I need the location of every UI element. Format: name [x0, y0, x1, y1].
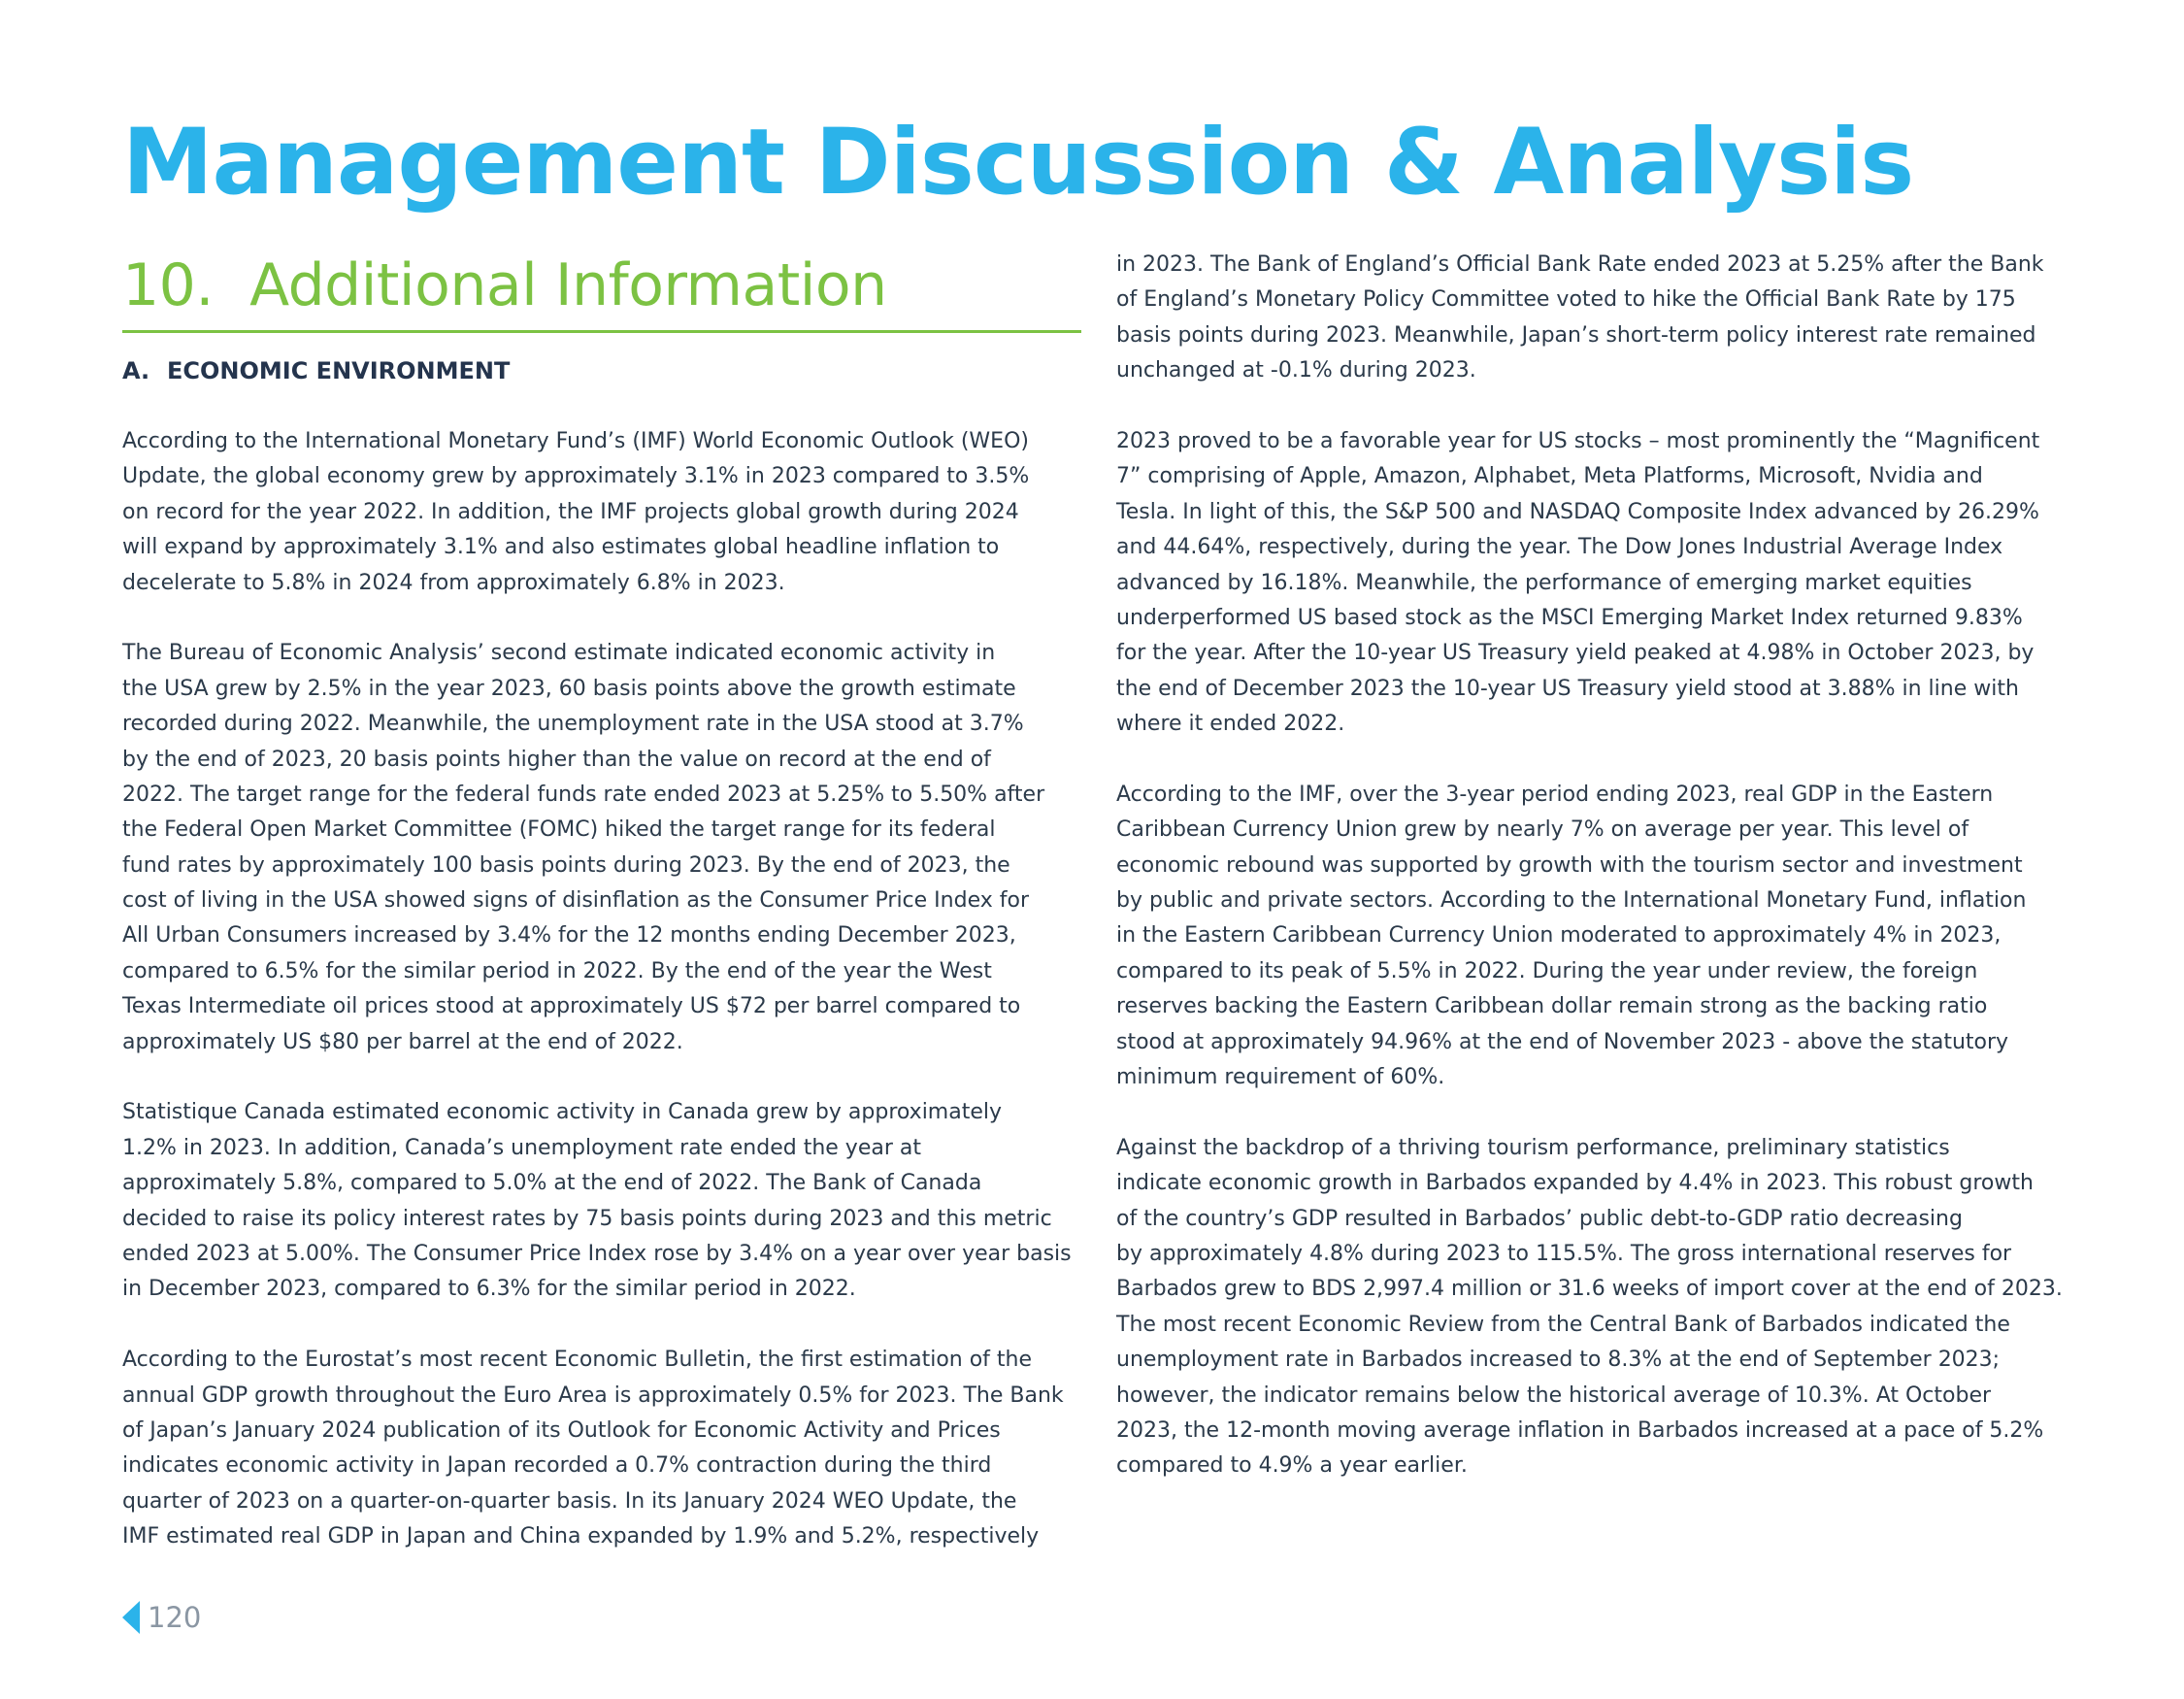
text-line: Caribbean Currency Union grew by nearly 7% on average per year. This level of [1116, 817, 1969, 843]
text-line: recorded during 2022. Meanwhile, the unemployment rate in the USA stood at 3.7% [122, 712, 1024, 737]
text-line: IMF estimated real GDP in Japan and China expanded by 1.9% and 5.2%, respectively [122, 1524, 1040, 1549]
text-line: According to the IMF, over the 3-year period ending 2023, real GDP in the Eastern [1116, 782, 1994, 807]
text-line: the end of December 2023 the 10-year US Treasury yield stood at 3.88% in line with [1116, 676, 2019, 701]
body-paragraph [1116, 248, 2063, 389]
section-number: 10. [122, 251, 214, 319]
text-line: minimum requirement of 60%. [1116, 1064, 1445, 1089]
text-line: approximately 5.8%, compared to 5.0% at the end of 2022. The Bank of Canada [122, 1171, 982, 1196]
text-line: stood at approximately 94.96% at the end of November 2023 - above the statutory [1116, 1029, 2009, 1054]
text-line: 2022. The target range for the federal funds rate ended 2023 at 5.25% to 5.50% after [122, 782, 1045, 807]
text-line: in 2023. The Bank of England’s Official Bank Rate ended 2023 at 5.25% after the Bank [1116, 252, 2044, 277]
text-line: quarter of 2023 on a quarter-on-quarter basis. In its January 2024 WEO Update, the [122, 1488, 1017, 1514]
section-divider [122, 330, 1081, 333]
text-line: underperformed US based stock as the MSCI Emerging Market Index returned 9.83% [1116, 605, 2023, 630]
text-line: According to the International Monetary Fund’s (IMF) World Economic Outlook (WEO) [122, 429, 1029, 453]
text-line: cost of living in the USA showed signs of disinflation as the Consumer Price Index for [122, 888, 1029, 914]
text-line: by the end of 2023, 20 basis points higher than the value on record at the end of [122, 747, 991, 772]
text-line: decelerate to 5.8% in 2024 from approximately 6.8% in 2023. [122, 570, 785, 595]
text-line: however, the indicator remains below the historical average of 10.3%. At October [1116, 1383, 1992, 1408]
text-line: fund rates by approximately 100 basis points during 2023. By the end of 2023, the [122, 852, 1010, 878]
text-line: will expand by approximately 3.1% and also estimates global headline inflation to [122, 535, 1000, 560]
text-line: indicate economic growth in Barbados expanded by 4.4% in 2023. This robust growth [1116, 1171, 2034, 1196]
text-line: Tesla. In light of this, the S&P 500 and NASDAQ Composite Index advanced by 26.29% [1116, 499, 2039, 524]
right-text-column [1116, 248, 2063, 1519]
text-line: Statistique Canada estimated economic activity in Canada grew by approximately [122, 1100, 1003, 1125]
page-number: 120 [148, 1601, 202, 1634]
text-line: for the year. After the 10-year US Treasury yield peaked at 4.98% in October 2023, by [1116, 641, 2035, 666]
text-line: economic rebound was supported by growth with the tourism sector and investment [1116, 852, 2023, 878]
body-paragraph [122, 1095, 1072, 1307]
text-line: 1.2% in 2023. In addition, Canada’s unemployment rate ended the year at [122, 1135, 921, 1160]
body-paragraph [1116, 424, 2063, 743]
text-line: compared to 6.5% for the similar period in 2022. By the end of the year the West [122, 958, 992, 983]
body-paragraph [122, 424, 1072, 601]
text-line: by approximately 4.8% during 2023 to 115.5%. The gross international reserves for [1116, 1241, 2012, 1266]
text-line: in the Eastern Caribbean Currency Union moderated to approximately 4% in 2023, [1116, 923, 2002, 949]
text-line: 2023, the 12-month moving average inflation in Barbados increased at a pace of 5.2% [1116, 1417, 2044, 1443]
text-line: of England’s Monetary Policy Committee voted to hike the Official Bank Rate by 175 [1116, 287, 2016, 313]
text-line: approximately US $80 per barrel at the end of 2022. [122, 1029, 683, 1054]
subsection-title: ECONOMIC ENVIRONMENT [167, 357, 511, 384]
text-line: in December 2023, compared to 6.3% for the similar period in 2022. [122, 1277, 856, 1302]
text-line: Texas Intermediate oil prices stood at approximately US $72 per barrel compared to [122, 994, 1021, 1019]
text-line: Update, the global economy grew by approximately 3.1% in 2023 compared to 3.5% [122, 464, 1030, 489]
text-line: advanced by 16.18%. Meanwhile, the performance of emerging market equities [1116, 570, 1972, 595]
text-line: the USA grew by 2.5% in the year 2023, 60 basis points above the growth estimate [122, 676, 1016, 701]
text-line: reserves backing the Eastern Caribbean dollar remain strong as the backing ratio [1116, 994, 1988, 1019]
text-line: compared to its peak of 5.5% in 2022. During the year under review, the foreign [1116, 958, 1978, 983]
body-paragraph [1116, 1131, 2063, 1484]
text-line: of Japan’s January 2024 publication of its Outlook for Economic Activity and Prices [122, 1417, 1001, 1443]
text-line: by public and private sectors. According to the International Monetary Fund, inflation [1116, 888, 2027, 914]
text-line: Against the backdrop of a thriving tourism performance, preliminary statistics [1116, 1135, 1950, 1160]
body-paragraph [1116, 778, 2063, 1096]
text-line: where it ended 2022. [1116, 712, 1345, 737]
text-line: and 44.64%, respectively, during the year. The Dow Jones Industrial Average Index [1116, 535, 2003, 560]
section-title-text: Additional Information [249, 251, 887, 319]
text-line: ended 2023 at 5.00%. The Consumer Price Index rose by 3.4% on a year over year basis [122, 1241, 1072, 1266]
text-line: unemployment rate in Barbados increased to 8.3% at the end of September 2023; [1116, 1348, 2001, 1373]
page-footer [122, 1598, 201, 1637]
section-heading [122, 247, 887, 324]
text-line: decided to raise its policy interest rates by 75 basis points during 2023 and this metric [122, 1206, 1052, 1231]
text-line: 2023 proved to be a favorable year for US stocks – most prominently the “Magnificent [1116, 428, 2040, 453]
text-line: According to the Eurostat’s most recent Economic Bulletin, the first estimation of the [122, 1348, 1033, 1373]
text-line: All Urban Consumers increased by 3.4% for the 12 months ending December 2023, [122, 923, 1016, 949]
text-line: compared to 4.9% a year earlier. [1116, 1453, 1468, 1479]
text-line: of the country’s GDP resulted in Barbados’ public debt-to-GDP ratio decreasing [1116, 1206, 1963, 1231]
subsection-heading [122, 353, 510, 388]
back-arrow-icon[interactable] [122, 1601, 140, 1634]
text-line: on record for the year 2022. In addition, the IMF projects global growth during 2024 [122, 499, 1019, 524]
text-line: the Federal Open Market Committee (FOMC) hiked the target range for its federal [122, 817, 996, 843]
left-text-column [122, 424, 1072, 1590]
body-paragraph [122, 1343, 1072, 1554]
text-line: basis points during 2023. Meanwhile, Japan’s short-term policy interest rate remained [1116, 322, 2036, 348]
text-line: Barbados grew to BDS 2,997.4 million or 31.6 weeks of import cover at the end of 2023. [1116, 1277, 2063, 1302]
text-line: indicates economic activity in Japan recorded a 0.7% contraction during the third [122, 1453, 992, 1479]
page-title: Management Discussion & Analysis [122, 110, 1914, 216]
subsection-letter: A. [122, 357, 150, 384]
text-line: unchanged at -0.1% during 2023. [1116, 358, 1476, 383]
text-line: The Bureau of Economic Analysis’ second estimate indicated economic activity in [122, 641, 996, 666]
text-line: annual GDP growth throughout the Euro Area is approximately 0.5% for 2023. The Bank [122, 1383, 1064, 1408]
body-paragraph [122, 636, 1072, 1060]
text-line: The most recent Economic Review from the Central Bank of Barbados indicated the [1116, 1312, 2010, 1337]
text-line: 7” comprising of Apple, Amazon, Alphabet, Meta Platforms, Microsoft, Nvidia and [1116, 464, 1983, 489]
